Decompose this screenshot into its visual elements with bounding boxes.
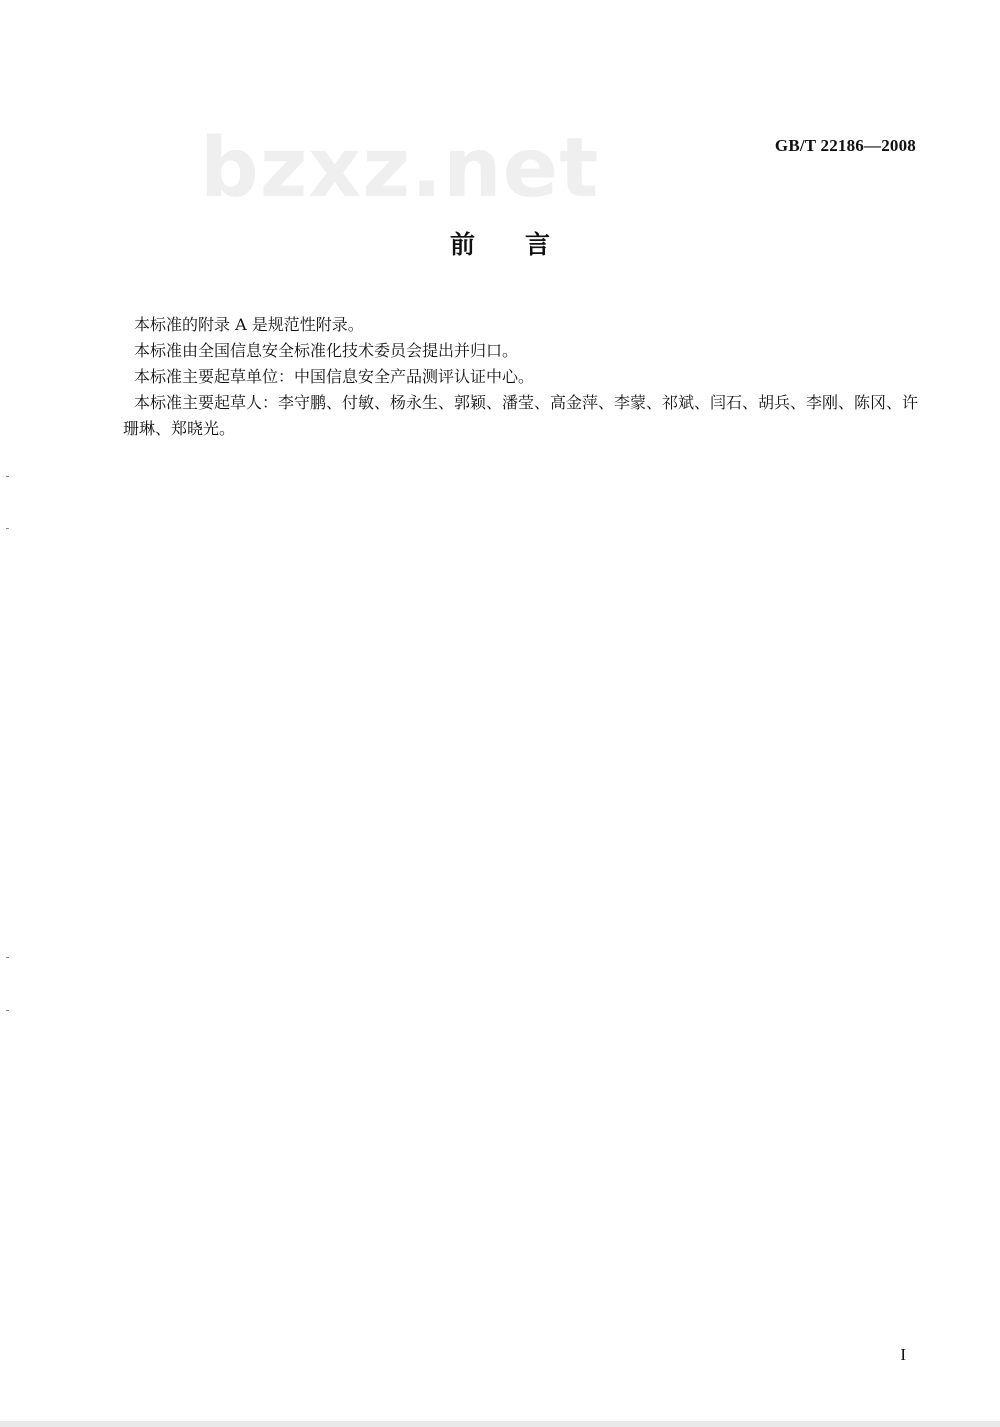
standard-code: GB/T 22186—2008 xyxy=(774,136,916,155)
margin-mark xyxy=(6,528,9,529)
page-title: 前言 xyxy=(449,230,600,259)
paragraph-proposer: 本标准由全国信息安全标准化技术委员会提出并归口。 xyxy=(134,341,519,360)
margin-mark xyxy=(6,476,9,477)
page-bottom-edge xyxy=(0,1421,1000,1427)
margin-mark xyxy=(6,1010,9,1011)
foreword-body xyxy=(123,312,923,442)
page-number: I xyxy=(900,1345,906,1364)
watermark-logo: bzxz.net xyxy=(200,121,600,216)
margin-mark xyxy=(6,957,9,958)
paragraph-annex: 本标准的附录 A 是规范性附录。 xyxy=(134,315,364,334)
paragraph-drafters: 本标准主要起草人：李守鹏、付敏、杨永生、郭颖、潘莹、高金萍、李蒙、祁斌、闫石、胡兵、李刚、陈冈、许珊琳、郑晓光。 xyxy=(123,393,919,438)
paragraph-drafting-unit: 本标准主要起草单位：中国信息安全产品测评认证中心。 xyxy=(134,367,535,386)
